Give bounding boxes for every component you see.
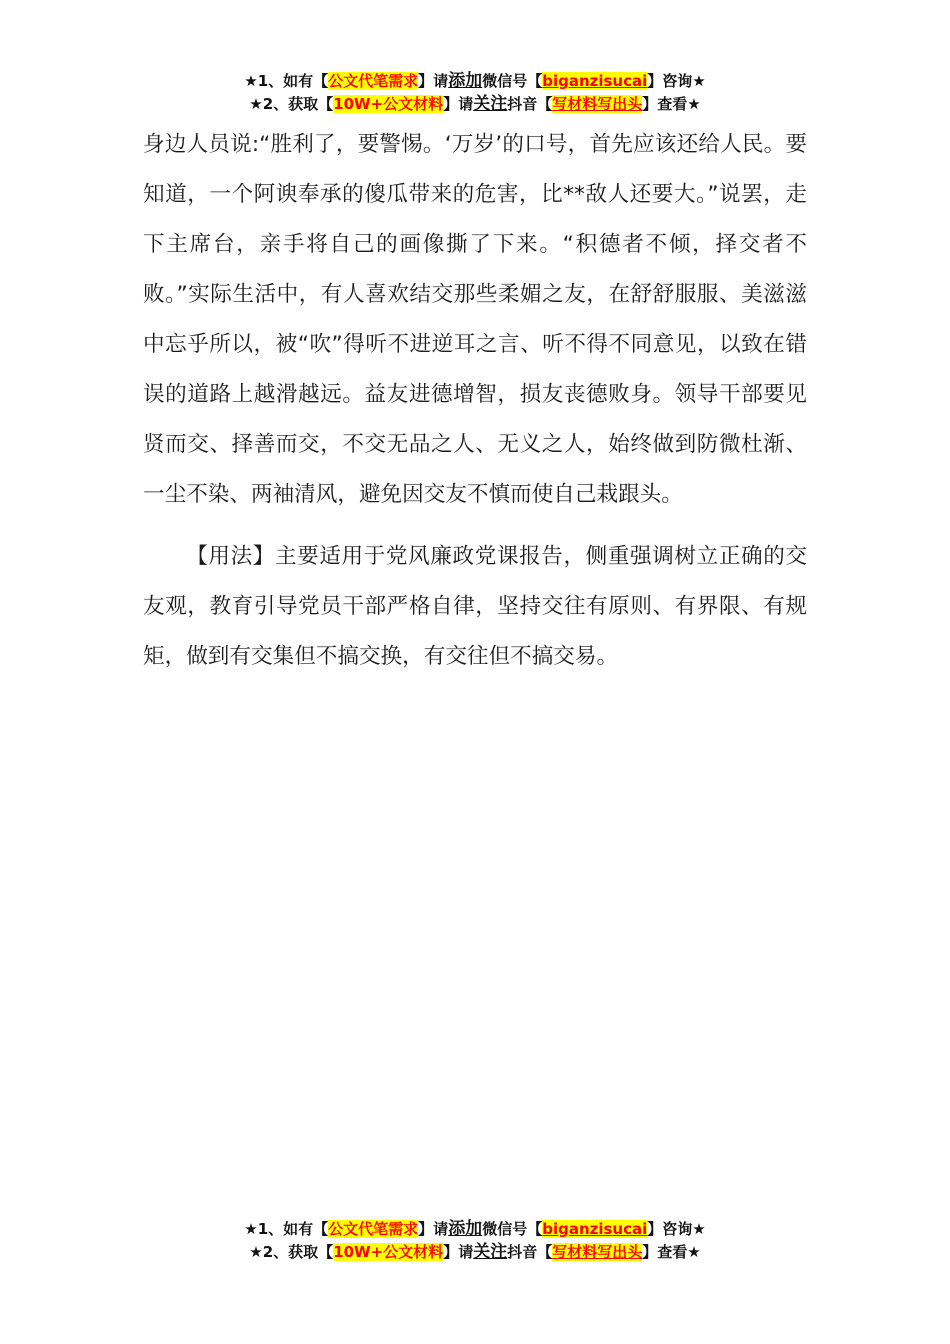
header-materials-highlight: 10W+公文材料 — [333, 95, 444, 113]
footer-line2-mid2: 抖音【 — [507, 1243, 553, 1261]
header-line2-mid2: 抖音【 — [507, 95, 553, 113]
header-line2-mid1: 】请 — [443, 95, 474, 113]
header-service-highlight: 公文代笔需求 — [328, 72, 419, 90]
footer-ad-banner — [0, 1218, 950, 1264]
header-line2-suffix: 】查看★ — [642, 95, 701, 113]
footer-materials-highlight: 10W+公文材料 — [333, 1243, 444, 1261]
footer-wechat-id: biganzisucai — [542, 1220, 648, 1238]
footer-ad-line-2 — [0, 1241, 950, 1264]
footer-service-highlight: 公文代笔需求 — [328, 1220, 419, 1238]
footer-add-emphasis: 添加 — [448, 1219, 483, 1239]
document-body — [143, 120, 807, 682]
header-ad-line-1 — [0, 70, 950, 93]
footer-follow-emphasis: 关注 — [473, 1242, 508, 1262]
header-line1-mid2: 微信号【 — [482, 72, 543, 90]
body-paragraph-1: 身边人员说:“胜利了，要警惕。‘万岁’的口号，首先应该还给人民。要知道，一个阿谀奉承的傻瓜带来的危害，比**敌人还要大。”说罢，走下主席台，亲手将自己的画像撕了下来。“积德者不倾，择交者不败。”实际生活中，有人喜欢结交那些柔媚之友，在舒舒服服、美滋滋中忘乎所以，被“吹”得听不进逆耳之言、听不得不同意见，以致在错误的道路上越滑越远。益友进德增智，损友丧德败身。领导干部要见贤而交、择善而交，不交无品之人、无义之人，始终做到防微杜渐、一尘不染、两袖清风，避免因交友不慎而使自己栽跟头。 — [143, 132, 807, 507]
footer-line1-mid1: 】请 — [418, 1220, 449, 1238]
header-ad-line-2 — [0, 93, 950, 116]
header-line2-prefix: ★2、获取【 — [249, 95, 334, 113]
footer-line2-mid1: 】请 — [443, 1243, 474, 1261]
header-line1-mid1: 】请 — [418, 72, 449, 90]
header-line1-prefix: ★1、如有【 — [244, 72, 329, 90]
header-follow-emphasis: 关注 — [473, 94, 508, 114]
footer-line1-prefix: ★1、如有【 — [244, 1220, 329, 1238]
header-add-emphasis: 添加 — [448, 71, 483, 91]
body-paragraph-usage: 【用法】主要适用于党风廉政党课报告，侧重强调树立正确的交友观，教育引导党员干部严格自律，坚持交往有原则、有界限、有规矩，做到有交集但不搞交换，有交往但不搞交易。 — [143, 544, 807, 669]
header-wechat-id: biganzisucai — [542, 72, 648, 90]
footer-douyin-id: 写材料写出头 — [552, 1243, 643, 1261]
header-line1-suffix: 】咨询★ — [647, 72, 706, 90]
footer-line2-prefix: ★2、获取【 — [249, 1243, 334, 1261]
footer-line1-mid2: 微信号【 — [482, 1220, 543, 1238]
header-douyin-id: 写材料写出头 — [552, 95, 643, 113]
footer-ad-line-1 — [0, 1218, 950, 1241]
header-ad-banner — [0, 70, 950, 116]
footer-line1-suffix: 】咨询★ — [647, 1220, 706, 1238]
footer-line2-suffix: 】查看★ — [642, 1243, 701, 1261]
